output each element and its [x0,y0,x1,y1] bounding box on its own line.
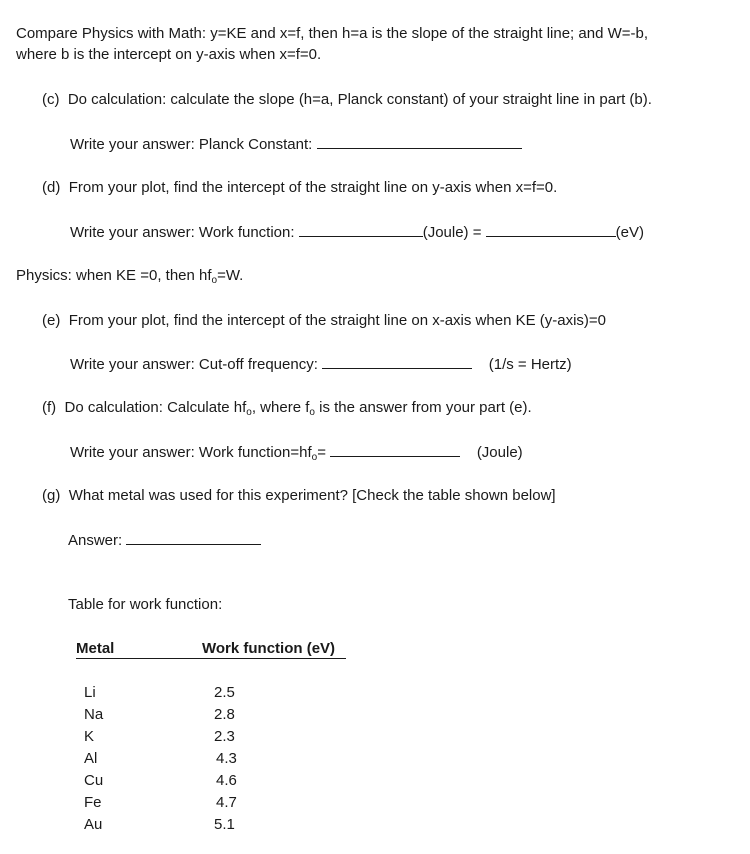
part-f-question [42,398,532,418]
table-cell-metal: Au [84,816,103,833]
part-d-unit-ev: (eV) [615,224,644,241]
part-f-label: (f) [42,399,57,416]
part-c-question [42,90,652,110]
part-f-sub-1: o [246,407,252,418]
table-header-metal: Metal [76,640,115,657]
part-d-question [42,178,557,198]
part-e-label: (e) [42,312,61,329]
table-caption: Table for work function: [68,596,223,613]
part-g-answer-row [68,530,261,551]
work-function-joule-blank[interactable] [299,222,423,237]
physics-note-sub: o [211,275,218,286]
table-cell-value: 4.3 [216,750,237,767]
work-function-ev-blank[interactable] [486,222,616,237]
table-cell-metal: K [84,728,95,745]
part-c-label: (c) [42,91,60,108]
part-f-answer-b: = [317,444,326,461]
part-f-answer-sub: o [311,452,318,463]
part-d-answer-label: Write your answer: Work function: [70,224,295,241]
part-c-answer-row [70,134,522,155]
part-f-answer-a: Write your answer: Work function=hf [70,444,312,461]
part-g-question [42,486,556,506]
table-cell-value: 2.8 [214,706,235,723]
part-c-text: Do calculation: calculate the slope (h=a, Planck constant) of your straight line in part (b). [67,91,652,108]
part-d-answer-row [70,222,644,243]
part-e-answer-row [70,354,572,375]
part-g-answer-label: Answer: [68,532,123,549]
table-cell-metal: Na [84,706,104,723]
part-c-answer-label: Write your answer: Planck Constant: [70,136,313,153]
table-cell-metal: Al [84,750,98,767]
part-e-text: From your plot, find the intercept of the straight line on x-axis when KE (y-axis)=0 [68,312,607,329]
part-e-answer-label: Write your answer: Cut-off frequency: [70,356,318,373]
table-header-rule [76,658,346,659]
part-f-answer-row [70,442,523,463]
part-f-sub-2: o [309,407,315,418]
part-e-question [42,311,606,331]
metal-answer-blank[interactable] [126,530,261,545]
part-d-unit-joule: (Joule) = [422,224,482,241]
table-header-work-function: Work function (eV) [202,640,336,657]
table-cell-value: 2.5 [214,684,235,701]
table-cell-metal: Li [84,684,96,701]
cutoff-frequency-blank[interactable] [322,354,472,369]
part-d-text: From your plot, find the intercept of the straight line on y-axis when x=f=0. [68,179,558,196]
part-f-text-c: is the answer from your part (e). [314,399,532,416]
part-d-label: (d) [42,179,61,196]
table-cell-metal: Fe [84,794,102,811]
work-function-hf-blank[interactable] [330,442,460,457]
intro-line-2: where b is the intercept on y-axis when x=f=0. [16,46,322,63]
table-cell-value: 5.1 [214,816,235,833]
part-g-label: (g) [42,487,61,504]
table-cell-value: 2.3 [214,728,235,745]
intro-line-1: Compare Physics with Math: y=KE and x=f, then h=a is the slope of the straight line; and W=-b, [16,25,648,42]
physics-note [16,266,243,286]
table-cell-metal: Cu [84,772,104,789]
table-cell-value: 4.7 [216,794,237,811]
physics-note-suffix: =W. [217,267,244,284]
part-f-unit: (Joule) [476,444,523,461]
part-f-text-a: Do calculation: Calculate hf [64,399,247,416]
physics-note-prefix: Physics: when KE =0, then hf [16,267,212,284]
part-g-text: What metal was used for this experiment? [Check the table shown below] [68,487,556,504]
part-f-text-b: , where f [251,399,310,416]
part-e-unit: (1/s = Hertz) [488,356,572,373]
planck-constant-blank[interactable] [317,134,522,149]
table-cell-value: 4.6 [216,772,237,789]
